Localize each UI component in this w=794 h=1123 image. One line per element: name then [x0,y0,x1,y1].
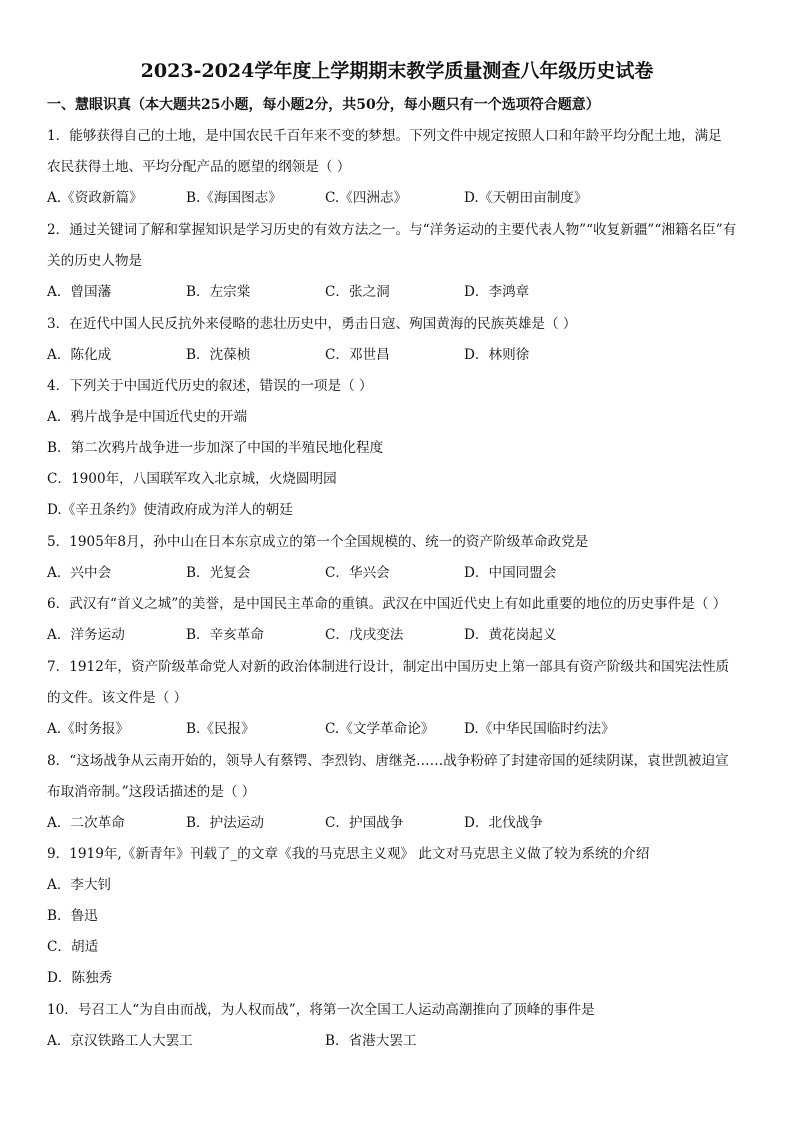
question-5-line-1: 5．1905年8月，孙中山在日本东京成立的第一个全国规模的、统一的资产阶级革命政党是 [47,534,589,550]
exam-title: 2023-2024学年度上学期期末教学质量测查八年级历史试卷 [140,60,654,82]
question-1-line-2: 农民获得土地、平均分配产品的愿望的纲领是（ ） [47,159,351,175]
option-a: A.《资政新篇》 [47,190,143,206]
question-8-line-1: 8．“这场战争从云南开始的，领导人有蔡锷、李烈钧、唐继尧……战争粉碎了封建帝国的延续阴谋，袁世凯被迫宣 [47,753,729,769]
question-3-line-1: 3．在近代中国人民反抗外来侵略的悲壮历史中，勇击日寇、殉国黄海的民族英雄是（ ） [47,316,577,332]
question-10-line-1: 10．号召工人“为自由而战，为人权而战”，将第一次全国工人运动高潮推向了顶峰的事件是 [47,1002,595,1018]
option-a: A．曾国藩 [47,284,112,300]
option-d: D．北伐战争 [464,815,543,831]
question-7-line-1: 7．1912年，资产阶级革命党人对新的政治体制进行设计，制定出中国历史上第一部具有资产阶级共和国宪法性质 [47,659,730,675]
option-c: C.《文学革命论》 [325,721,435,737]
question-4-line-1: 4．下列关于中国近代历史的叙述，错误的一项是（ ） [47,378,373,394]
option-d: D.《天朝田亩制度》 [464,190,588,206]
section-heading: 一、慧眼识真（本大题共25小题，每小题2分，共50分，每小题只有一个选项符合题意） [47,97,600,113]
option-c: C．戊戌变法 [325,627,404,643]
option-a: A．京汉铁路工人大罢工 [47,1033,193,1049]
question-2-line-2: 关的历史人物是 [47,253,143,269]
question-9-option-a: A．李大钊 [47,877,112,893]
option-c: C．邓世昌 [325,347,390,363]
option-a: A．兴中会 [47,565,112,581]
option-b: B．护法运动 [186,815,264,831]
question-9-option-b: B．鲁迅 [47,908,98,924]
option-a: A．洋务运动 [47,627,125,643]
option-c: C．华兴会 [325,565,390,581]
option-d: D．中国同盟会 [464,565,557,581]
option-d: D.《中华民国临时约法》 [464,721,615,737]
option-c: C．护国战争 [325,815,404,831]
option-c: C．张之洞 [325,284,390,300]
question-4-option-a: A．鸦片战争是中国近代史的开端 [47,409,248,425]
option-b: B．左宗棠 [186,284,251,300]
option-d: D．李鸿章 [464,284,530,300]
question-4-option-d: D.《辛丑条约》使清政府成为洋人的朝廷 [47,502,293,518]
question-9-option-c: C．胡适 [47,939,99,955]
question-7-line-2: 的文件。该文件是（ ） [47,690,188,706]
option-b: B．光复会 [186,565,251,581]
question-8-line-2: 布取消帝制。”这段话描述的是（ ） [47,784,256,800]
option-b: B．沈葆桢 [186,347,251,363]
option-d: D．林则徐 [464,347,530,363]
option-b: B．省港大罢工 [325,1033,417,1049]
option-a: A．二次革命 [47,815,125,831]
option-c: C.《四洲志》 [325,190,408,206]
question-1-line-1: 1．能够获得自己的土地，是中国农民千百年来不变的梦想。下列文件中规定按照人口和年龄平均分配土地，满足 [47,128,722,144]
option-b: B.《民报》 [186,721,255,737]
option-a: A.《时务报》 [47,721,130,737]
option-b: B.《海国图志》 [186,190,282,206]
question-4-option-b: B．第二次鸦片战争进一步加深了中国的半殖民地化程度 [47,440,384,456]
question-2-line-1: 2．通过关键词了解和掌握知识是学习历史的有效方法之一。与“洋务运动的主要代表人物”“收复新疆”“湘籍名臣”有 [47,222,737,238]
option-b: B．辛亥革命 [186,627,264,643]
question-9-line-1: 9．1919年,《新青年》刊载了_的文章《我的马克思主义观》 此文对马克思主义做了较为系统的介绍 [47,846,650,862]
option-d: D．黄花岗起义 [464,627,557,643]
question-4-option-c: C．1900年，八国联军攻入北京城，火烧圆明园 [47,471,337,487]
option-a: A．陈化成 [47,347,112,363]
question-6-line-1: 6．武汉有“首义之城”的美誉，是中国民主革命的重镇。武汉在中国近代史上有如此重要的地位的历史事件是（ ） [47,596,727,612]
question-9-option-d: D．陈独秀 [47,970,113,986]
